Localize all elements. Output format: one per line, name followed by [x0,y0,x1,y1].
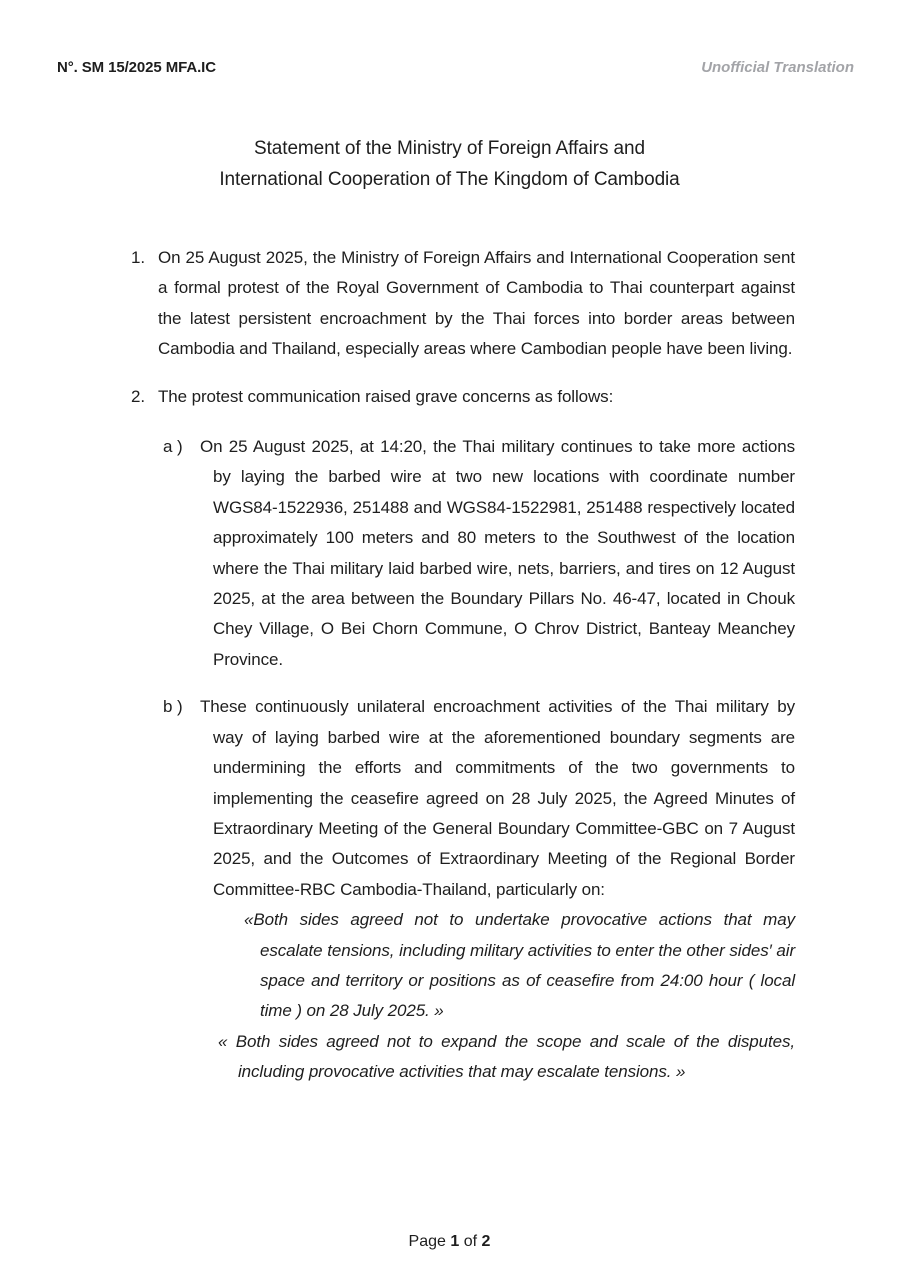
doc-title-line-1: Statement of the Ministry of Foreign Affairs and [254,138,645,159]
sub-item-b-text: These continuously unilateral encroachment activities of the Thai military by way of laying barbed wire at the aforementioned boundary segments are undermining the efforts and commitments of the two governments to implementing the ceasefire agreed on 28 July 2025, the Agreed Minutes of Extraordinary Meeting of the General Boundary Committee-GBC on 7 August 2025, and the Outcomes of Extraordinary Meeting of the Regional Border Committee-RBC Cambodia-Thailand, particularly on: [200,697,795,899]
current-page-number: 1 [450,1233,460,1250]
numbered-item-2-marker: 2. [131,386,145,406]
numbered-item-1 [131,243,795,365]
doc-title [0,133,899,195]
sub-item-b [163,692,795,905]
blockquote-scope: « Both sides agreed not to expand the scope and scale of the disputes, including provocative activities that may escalate tensions. » [218,1031,795,1082]
sub-item-a [163,432,795,675]
numbered-item-2 [131,382,795,412]
doc-header [57,58,854,78]
of-label: of [463,1233,478,1250]
sub-item-a-marker: a ) [163,437,183,457]
doc-title-line-2: International Cooperation of The Kingdom of Cambodia [219,169,680,190]
doc-reference-number: N°. SM 15/2025 MFA.IC [57,59,216,76]
numbered-item-1-marker: 1. [131,248,145,267]
page-number-footer [0,1231,899,1253]
sub-item-b-marker: b ) [163,697,183,717]
numbered-item-2-text: The protest communication raised grave concerns as follows: [158,386,614,406]
numbered-item-1-text: On 25 August 2025, the Ministry of Foreign Affairs and International Cooperation sent a formal protest of the Royal Government of Cambodia to Thai counterpart against the latest persistent encroachment by the Thai forces into border areas between Cambodia and Thailand, especially areas where Cambodian people have been living. [158,248,795,359]
sub-item-a-text: On 25 August 2025, at 14:20, the Thai military continues to take more actions by laying the barbed wire at two new locations with coordinate number WGS84-1522936, 251488 and WGS84-1522981, 251488 respectively located approximately 100 meters and 80 meters to the Southwest of the location where the Thai military laid barbed wire, nets, barriers, and tires on 12 August 2025, at the area between the Boundary Pillars No. 46-47, located in Chouk Chey Village, O Bei Chorn Commune, O Chrov District, Banteay Meanchey Province. [200,437,795,669]
page-label: Page [408,1233,446,1250]
unofficial-translation-label: Unofficial Translation [701,59,854,76]
blockquote-ceasefire: «Both sides agreed not to undertake provocative actions that may escalate tensions, including military activities to enter the other sides′ air space and territory or positions as of ceasefire from 24:00 hour ( local time ) on 28 July 2025. » [244,910,795,1021]
doc-body [0,243,899,1088]
total-page-number: 2 [481,1233,491,1250]
